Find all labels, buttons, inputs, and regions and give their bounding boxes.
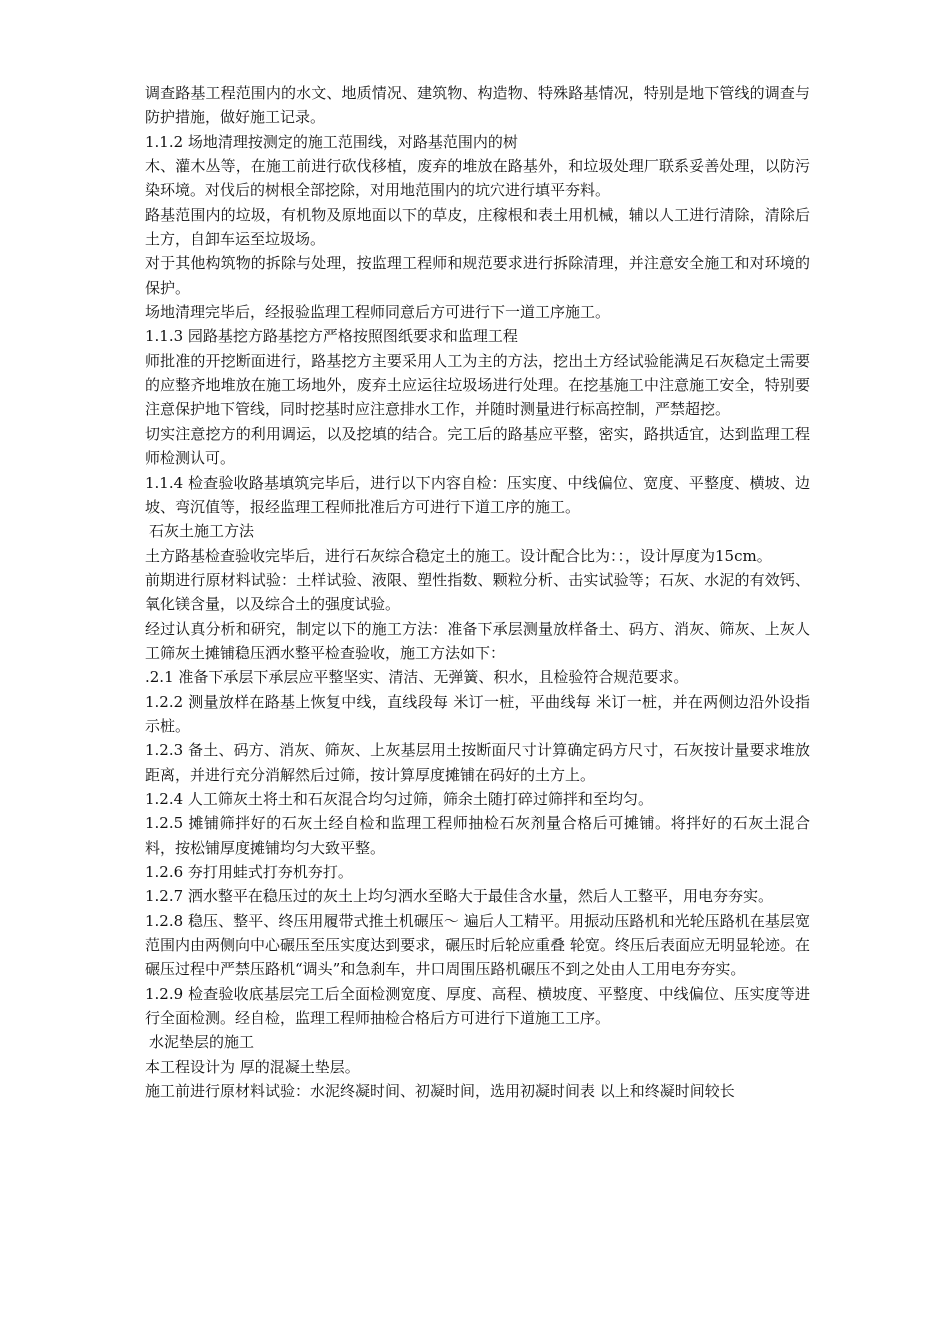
section-2-1-subbase: .2.1 准备下承层下承层应平整坚实、清洁、无弹簧、积水，且检验符合规范要求。 <box>145 668 689 687</box>
section-1-1-2-heading: 1.1.2 场地清理按测定的施工范围线，对路基范围内的树 <box>145 132 518 151</box>
section-1-2-8-compaction: 1.2.8 稳压、整平、终压用履带式推土机碾压～ 遍后人工精平。用振动压路机和光轮压路机在基层宽范围内由两侧向中心碾压至压实度达到要求，碾压时后轮应重叠 轮宽。终压后表面应无明显轮迹。在碾压过程中严禁压路机“调头”和急刹车，井口周围压路机碾压不到之处由人工用电夯夯实。 <box>145 911 810 979</box>
paragraph-clearing-garbage: 路基范围内的垃圾，有机物及原地面以下的草皮，庄稼根和表土用机械，辅以人工进行清除，清除后土方，自卸车运至垃圾场。 <box>145 205 810 249</box>
paragraph-survey: 调查路基工程范围内的水文、地质情况、建筑物、构造物、特殊路基情况，特别是地下管线的调查与防护措施，做好施工记录。 <box>145 84 810 127</box>
section-1-2-5-spreading: 1.2.5 摊铺筛拌好的石灰土经自检和监理工程师抽检石灰剂量合格后可摊铺。将拌好的石灰土混合料，按松铺厚度摊铺均匀大致平整。 <box>145 814 810 857</box>
section-1-2-6-tamping: 1.2.6 夯打用蛙式打夯机夯打。 <box>145 863 353 881</box>
section-1-2-2-surveying: 1.2.2 测量放样在路基上恢复中线，直线段每 米订一桩，平曲线每 米订一桩，并在两侧边沿外设指示桩。 <box>145 692 810 735</box>
paragraph-clearing-complete: 场地清理完毕后，经报验监理工程师同意后方可进行下一道工序施工。 <box>145 303 611 322</box>
section-lime-soil-heading: 石灰土施工方法 <box>149 522 255 541</box>
paragraph-lime-soil-intro: 土方路基检查验收完毕后，进行石灰综合稳定土的施工。设计配合比为：：，设计厚度为15cm。 <box>145 546 772 565</box>
section-1-2-3-soil-preparation: 1.2.3 备土、码方、消灰、筛灰、上灰基层用土按断面尺寸计算确定码方尺寸，石灰按计量要求堆放距离，并进行充分消解然后过筛，按计算厚度摊铺在码好的土方上。 <box>145 741 810 784</box>
paragraph-demolition: 对于其他构筑物的拆除与处理，按监理工程师和规范要求进行拆除清理，并注意安全施工和对环境的保护。 <box>145 254 810 297</box>
section-1-2-7-watering: 1.2.7 洒水整平在稳压过的灰土上均匀洒水至略大于最佳含水量，然后人工整平，用电夯夯实。 <box>145 887 773 906</box>
section-1-2-4-screening: 1.2.4 人工筛灰土将土和石灰混合均匀过筛，筛余土随打碎过筛拌和至均匀。 <box>145 789 653 808</box>
section-1-2-9-acceptance: 1.2.9 检查验收底基层完工后全面检测宽度、厚度、高程、横坡度、平整度、中线偏位、压实度等进行全面检测。经自检，监理工程师抽检合格后方可进行下道施工工序。 <box>145 984 810 1028</box>
paragraph-cement-design: 本工程设计为 厚的混凝土垫层。 <box>145 1057 360 1076</box>
section-1-1-3-heading: 1.1.3 园路基挖方路基挖方严格按照图纸要求和监理工程 <box>145 327 518 346</box>
paragraph-material-tests: 前期进行原材料试验：土样试验、液限、塑性指数、颗粒分析、击实试验等；石灰、水泥的有效钙、氧化镁含量，以及综合土的强度试验。 <box>145 570 810 614</box>
paragraph-clearing-trees: 木、灌木丛等，在施工前进行砍伐移植，废弃的堆放在路基外，和垃圾处理厂联系妥善处理，以防污染环境。对伐后的树根全部挖除，对用地范围内的坑穴进行填平夯料。 <box>145 157 810 200</box>
document-body <box>145 81 810 1103</box>
paragraph-excavation: 师批准的开挖断面进行，路基挖方主要采用人工为主的方法，挖出土方经试验能满足石灰稳定土需要的应整齐地堆放在施工场地外，废弃土应运往垃圾场进行处理。在挖基施工中注意施工安全，特别要注意保护地下管线，同时挖基时应注意排水工作，并随时测量进行标高控制，严禁超挖。 <box>145 351 810 419</box>
paragraph-excavation-reuse: 切实注意挖方的利用调运，以及挖填的结合。完工后的路基应平整，密实，路拱适宜，达到监理工程师检测认可。 <box>145 424 810 468</box>
paragraph-cement-tests: 施工前进行原材料试验：水泥终凝时间、初凝时间，选用初凝时间表 以上和终凝时间较长 <box>145 1082 735 1101</box>
paragraph-construction-method: 经过认真分析和研究，制定以下的施工方法：准备下承层测量放样备土、码方、消灰、筛灰、上灰人工筛灰土摊铺稳压洒水整平检查验收，施工方法如下： <box>145 619 810 662</box>
section-1-1-4-inspection: 1.1.4 检查验收路基填筑完毕后，进行以下内容自检：压实度、中线偏位、宽度、平整度、横坡、边坡、弯沉值等，报经监理工程师批准后方可进行下道工序的施工。 <box>145 473 810 516</box>
section-cement-cushion-heading: 水泥垫层的施工 <box>149 1033 255 1052</box>
